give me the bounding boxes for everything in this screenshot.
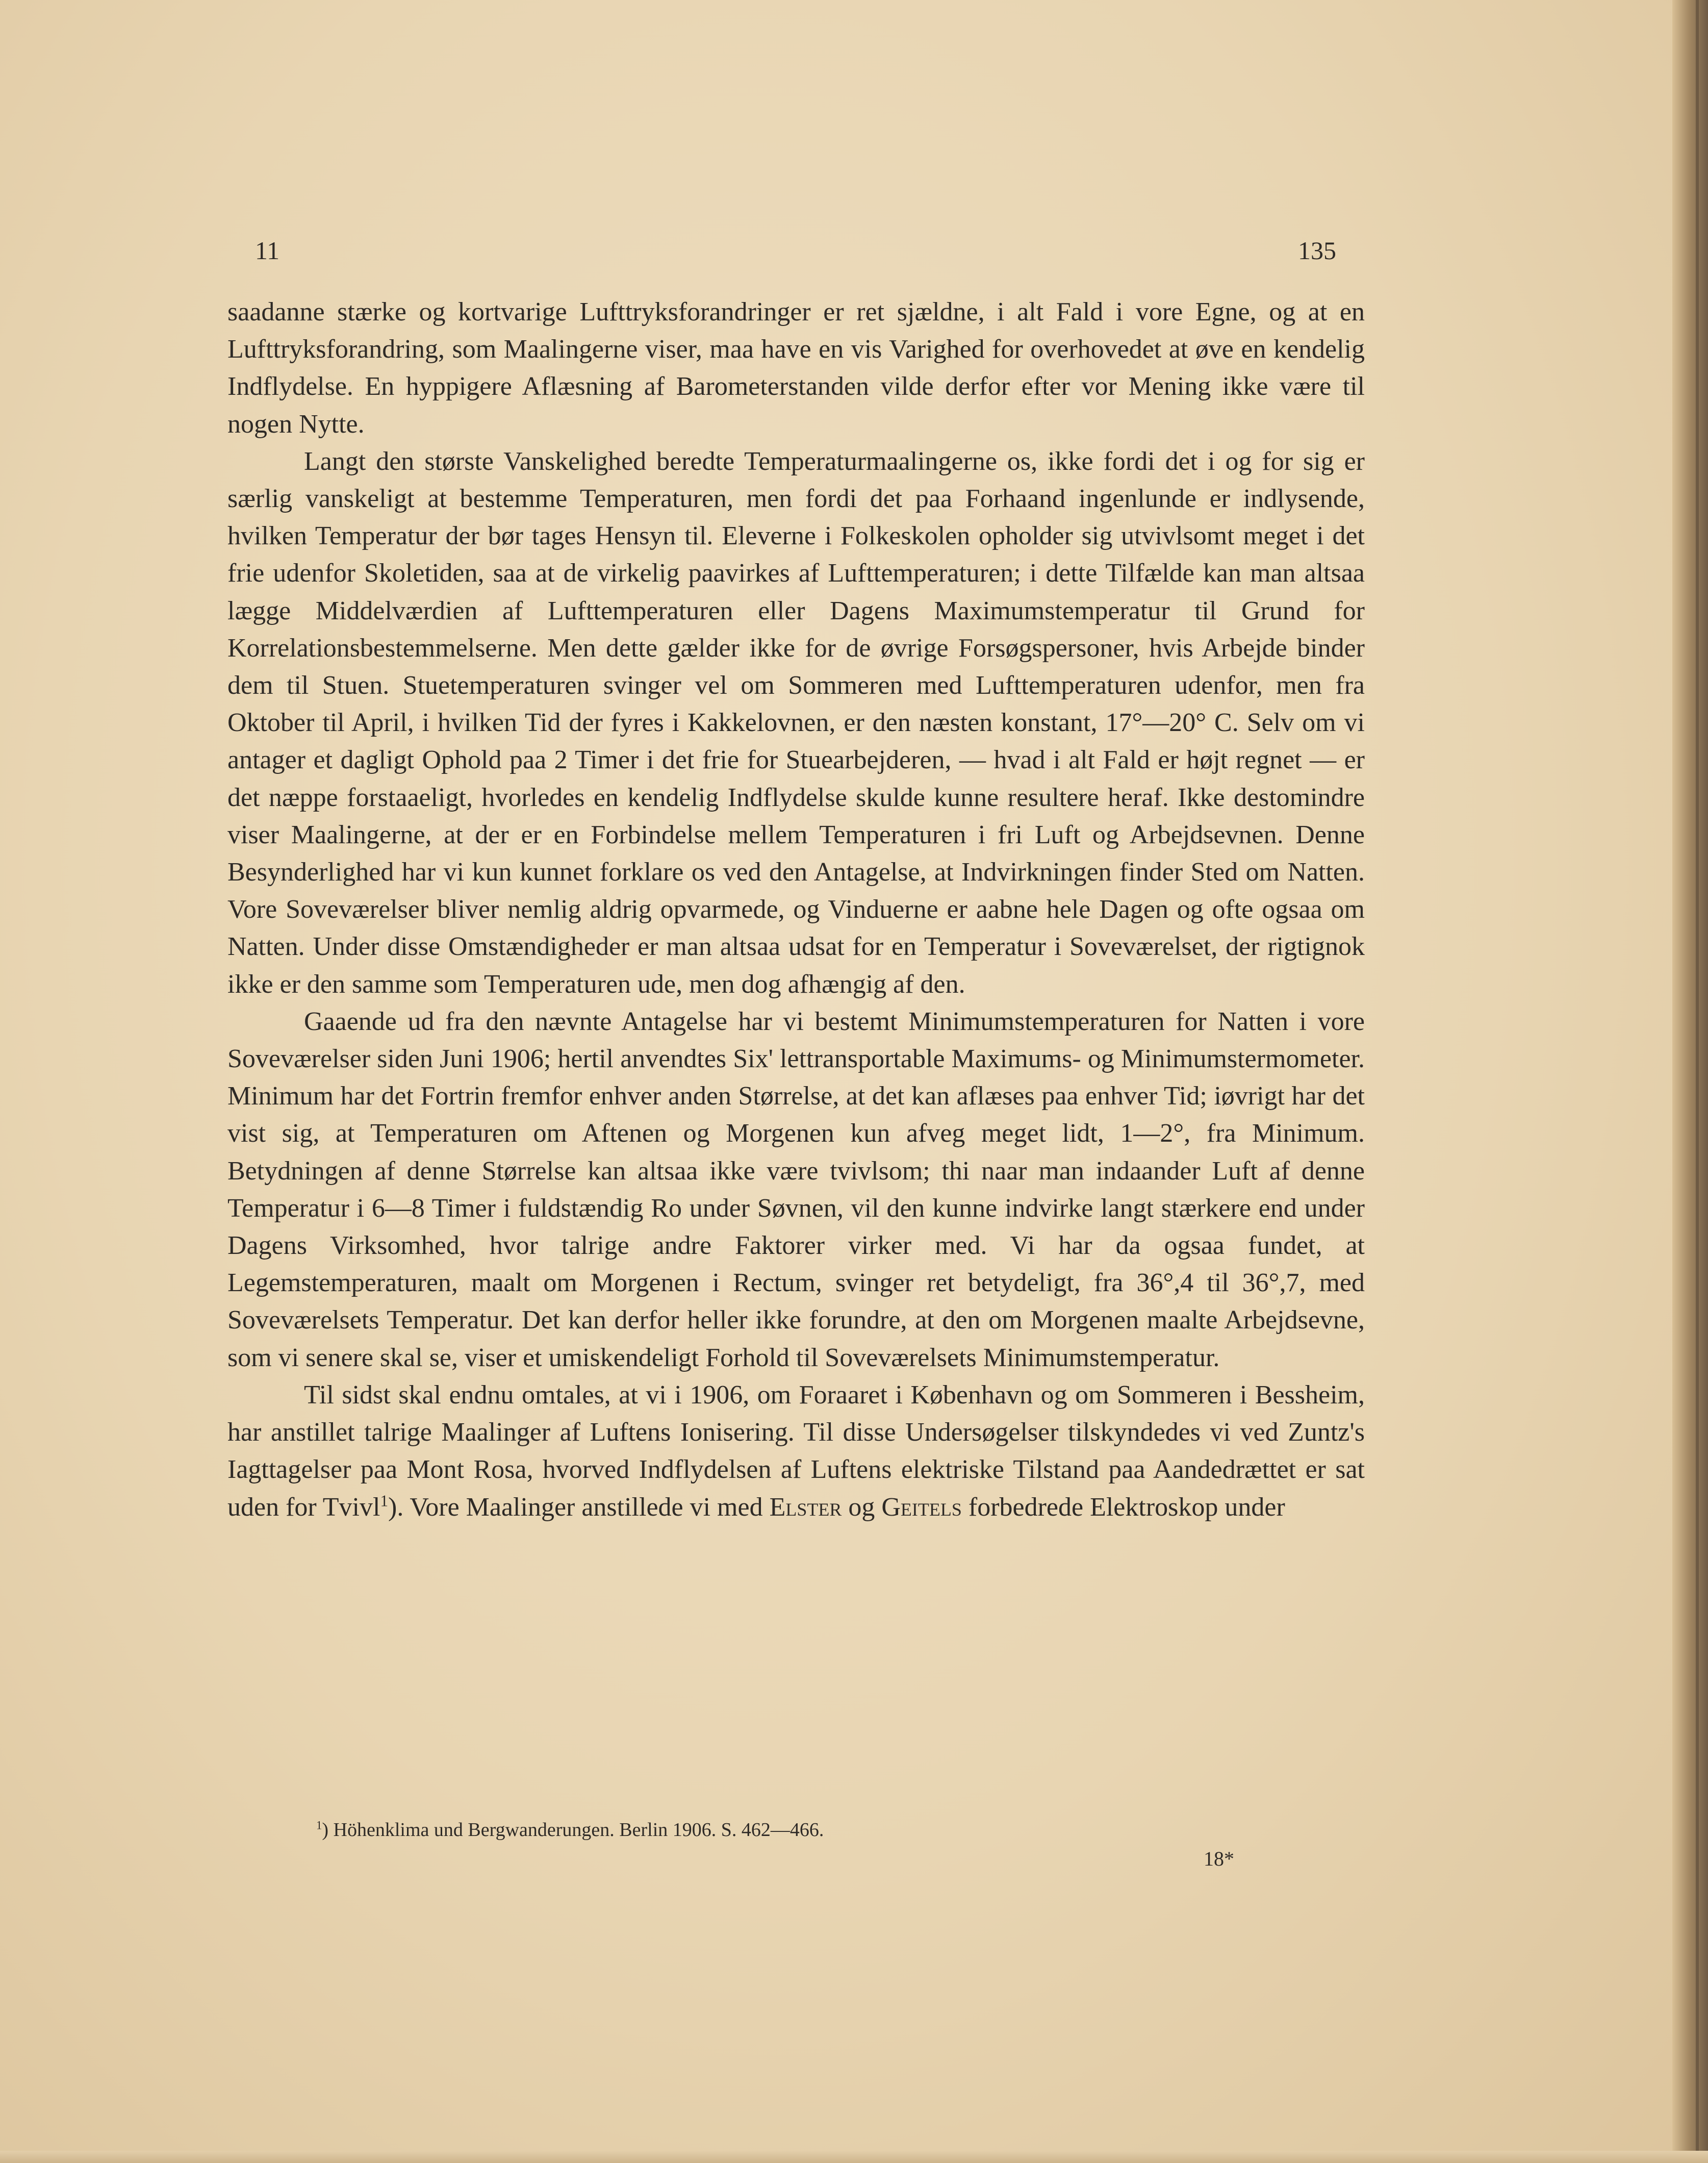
page-bottom-edge [0, 2151, 1708, 2163]
paragraph-4 [227, 1376, 1365, 1526]
footnote-text: ) Höhenklima und Bergwanderungen. Berlin 1906. S. 462—466. [322, 1819, 824, 1841]
paragraph-4-text-end: forbedrede Elektroskop under [961, 1492, 1285, 1522]
footnote-marker: 1 [316, 1819, 322, 1832]
paragraph-4-text-after: ). Vore Maalinger anstillede vi med [388, 1492, 770, 1522]
footnote-reference: 1 [380, 1492, 389, 1510]
author-name-geitels: Geitels [881, 1492, 962, 1522]
footnote [316, 1817, 824, 1843]
signature-mark: 18* [1204, 1847, 1234, 1870]
paragraph-4-text-between: og [842, 1492, 882, 1522]
page-number: 135 [1298, 236, 1336, 265]
paragraph-4-text-before: Til sidst skal endnu omtales, at vi i 1906, om Foraaret i København og om Sommeren i Bessheim, har anstillet talrige Maalinger af Luftens Ionisering. Til disse Undersøgelser tilskyndedes vi ved Zuntz's Iagttagelser paa Mont Rosa, hvorved Indflydelsen af Luftens elektriske Tilstand paa Aandedrættet er sat uden for Tvivl [227, 1380, 1365, 1522]
paragraph-1: saadanne stærke og kortvarige Lufttryksforandringer er ret sjældne, i alt Fald i vore Egne, og at en Lufttryksforandring, som Maalingerne viser, maa have en vis Varighed for overhovedet at øve en kendelig Indflydelse. En hyppigere Aflæsning af Barometerstanden vilde derfor efter vor Mening ikke være til nogen Nytte. [227, 297, 1365, 439]
paragraph-2: Langt den største Vanskelighed beredte Temperaturmaalingerne os, ikke fordi det i og for sig er særlig vanskeligt at bestemme Temperaturen, men fordi det paa Forhaand ingenlunde er indlysende, hvilken Temperatur der bør tages Hensyn til. Eleverne i Folkeskolen opholder sig utvivlsomt meget i det frie udenfor Skoletiden, saa at de virkelig paavirkes af Lufttemperaturen; i dette Tilfælde kan man altsaa lægge Middelværdien af Lufttemperaturen eller Dagens Maximumstemperatur til Grund for Korrelationsbestemmelserne. Men dette gælder ikke for de øvrige Forsøgspersoner, hvis Arbejde binder dem til Stuen. Stuetemperaturen svinger vel om Sommeren med Lufttemperaturen udenfor, men fra Oktober til April, i hvilken Tid der fyres i Kakkelovnen, er den næsten konstant, 17°—20° C. Selv om vi antager et dagligt Ophold paa 2 Timer i det frie for Stuearbejderen, — hvad i alt Fald er højt regnet — er det næppe forstaaeligt, hvorledes en kendelig Indflydelse skulde kunne resultere heraf. Ikke destomindre viser Maalingerne, at der er en Forbindelse mellem Temperaturen i fri Luft og Arbejdsevnen. Denne Besynderlighed har vi kun kunnet forklare os ved den Antagelse, at Indvirkningen finder Sted om Natten. Vore Soveværelser bliver nemlig aldrig opvarmede, og Vinduerne er aabne hele Dagen og ofte ogsaa om Natten. Under disse Omstændigheder er man altsaa udsat for en Temperatur i Soveværelset, der rigtignok ikke er den samme som Temperaturen ude, men dog afhængig af den. [227, 446, 1365, 999]
body-text [227, 293, 1365, 1526]
page-header [255, 236, 1336, 271]
book-edge [1672, 0, 1708, 2163]
author-name-elster: Elster [769, 1492, 842, 1522]
paragraph-3: Gaaende ud fra den nævnte Antagelse har vi bestemt Minimumstemperaturen for Natten i vore Soveværelser siden Juni 1906; hertil anvendtes Six' lettransportable Maximums- og Minimumstermometer. Minimum har det Fortrin fremfor enhver anden Størrelse, at det kan aflæses paa enhver Tid; iøvrigt har det vist sig, at Temperaturen om Aftenen og Morgenen kun afveg meget lidt, 1—2°, fra Minimum. Betydningen af denne Størrelse kan altsaa ikke være tvivlsom; thi naar man indaander Luft af denne Temperatur i 6—8 Timer i fuldstændig Ro under Søvnen, vil den kunne indvirke langt stærkere end under Dagens Virksomhed, hvor talrige andre Faktorer virker med. Vi har da ogsaa fundet, at Legemstemperaturen, maalt om Morgenen i Rectum, svinger ret betydeligt, fra 36°,4 til 36°,7, med Soveværelsets Temperatur. Det kan derfor heller ikke forundre, at den om Morgenen maalte Arbejdsevne, som vi senere skal se, viser et umiskendeligt Forhold til Soveværelsets Minimumstemperatur. [227, 1007, 1365, 1372]
signature-number: 11 [255, 236, 280, 265]
